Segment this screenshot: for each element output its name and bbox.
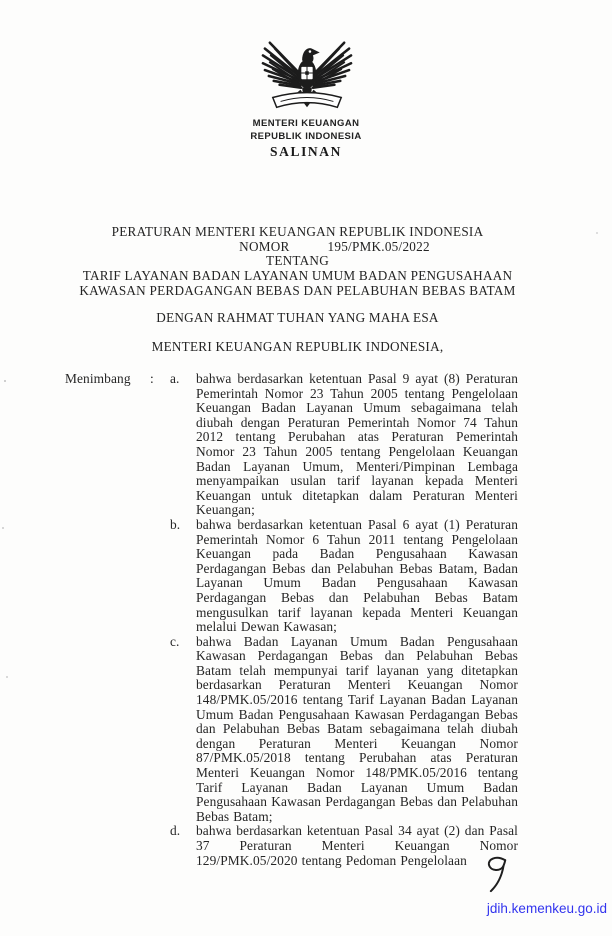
copy-stamp-label: SALINAN: [270, 144, 342, 159]
consideration-text-d: bahwa berdasarkan ketentuan Pasal 34 ayat (2) dan Pasal 37 Peraturan Menteri Keuangan Nomor 129/PMK.05/2020 tentang Pedoman Pengelolaan: [196, 823, 518, 868]
considerations-section: [0, 372, 612, 868]
consideration-marker-a: a.: [170, 371, 180, 386]
letterhead: [0, 117, 612, 143]
consideration-text-c: bahwa Badan Layanan Umum Badan Pengusahaan Kawasan Perdagangan Bebas dan Pelabuhan Bebas Batam telah mempunyai tarif layanan yang ditetapkan berdasarkan Peraturan Menteri Keuangan Nomor 148/PMK.05/2016 tentang Tarif Layanan Badan Layanan Umum Badan Pengusahaan Kawasan Perdagangan Bebas dan Pelabuhan Bebas Batam sebagaimana telah diubah dengan Peraturan Menteri Keuangan Nomor 87/PMK.05/2018 tentang Perubahan atas Peraturan Menteri Keuangan Nomor 148/PMK.05/2016 tentang Tarif Layanan Badan Layanan Umum Badan Pengusahaan Kawasan Perdagangan Bebas dan Pelabuhan Bebas Batam;: [196, 633, 518, 824]
nomor-value: 195/PMK.05/2022: [327, 238, 430, 254]
consideration-marker-b: b.: [170, 516, 181, 532]
consideration-marker-d: d.: [170, 823, 181, 839]
considerations-label: Menimbang: [65, 371, 131, 386]
jdih-footer-link[interactable]: jdih.kemenkeu.go.id: [486, 901, 607, 916]
regulation-number-line: [102, 240, 567, 255]
invocation-line: DENGAN RAHMAT TUHAN YANG MAHA ESA: [156, 310, 439, 325]
consideration-marker-c: c.: [170, 633, 180, 649]
consideration-text-b: bahwa berdasarkan ketentuan Pasal 6 ayat (1) Peraturan Pemerintah Nomor 6 Tahun 2011 tentang Pengelolaan Keuangan pada Badan Pengusahaan Kawasan Perdagangan Bebas dan Pelabuhan Bebas Batam, Badan Layanan Umum Badan Pengusahaan Kawasan Perdagangan Bebas dan Pelabuhan Bebas Batam mengusulkan tarif layanan kepada Menteri Keuangan melalui Dewan Kawasan;: [196, 516, 518, 635]
subject-line-1: TARIF LAYANAN BADAN LAYANAN UMUM BADAN PENGUSAHAAN: [82, 268, 513, 284]
subject-line-2: KAWASAN PERDAGANGAN BEBAS DAN PELABUHAN BEBAS BATAM: [79, 282, 516, 298]
nomor-label: NOMOR: [239, 238, 290, 254]
regulation-title-line: PERATURAN MENTERI KEUANGAN REPUBLIK INDONESIA: [111, 224, 484, 239]
letterhead-republic-line: REPUBLIK INDONESIA: [250, 131, 362, 142]
considerations-separator: :: [150, 371, 154, 386]
scan-noise-specks: [0, 0, 2, 2]
handwritten-paraf-mark: [483, 855, 511, 895]
tentang-label: TENTANG: [266, 253, 329, 269]
authority-line: MENTERI KEUANGAN REPUBLIK INDONESIA,: [151, 339, 444, 354]
consideration-text-a: bahwa berdasarkan ketentuan Pasal 9 ayat (8) Peraturan Pemerintah Nomor 23 Tahun 2005 tentang Pengelolaan Keuangan Badan Layanan Umum sebagaimana telah diubah dengan Peraturan Pemerintah Nomor 74 Tahun 2012 tentang Perubahan atas Peraturan Pemerintah Nomor 23 Tahun 2005 tentang Pengelolaan Keuangan Badan Layanan Umum, Menteri/Pimpinan Lembaga menyampaikan usulan tarif layanan kepada Menteri Keuangan untuk ditetapkan dalam Peraturan Menteri Keuangan;: [196, 371, 518, 518]
letterhead-ministry-line: MENTERI KEUANGAN: [252, 118, 360, 129]
regulation-title-block: [65, 225, 530, 299]
garuda-pancasila-icon: [261, 36, 353, 114]
